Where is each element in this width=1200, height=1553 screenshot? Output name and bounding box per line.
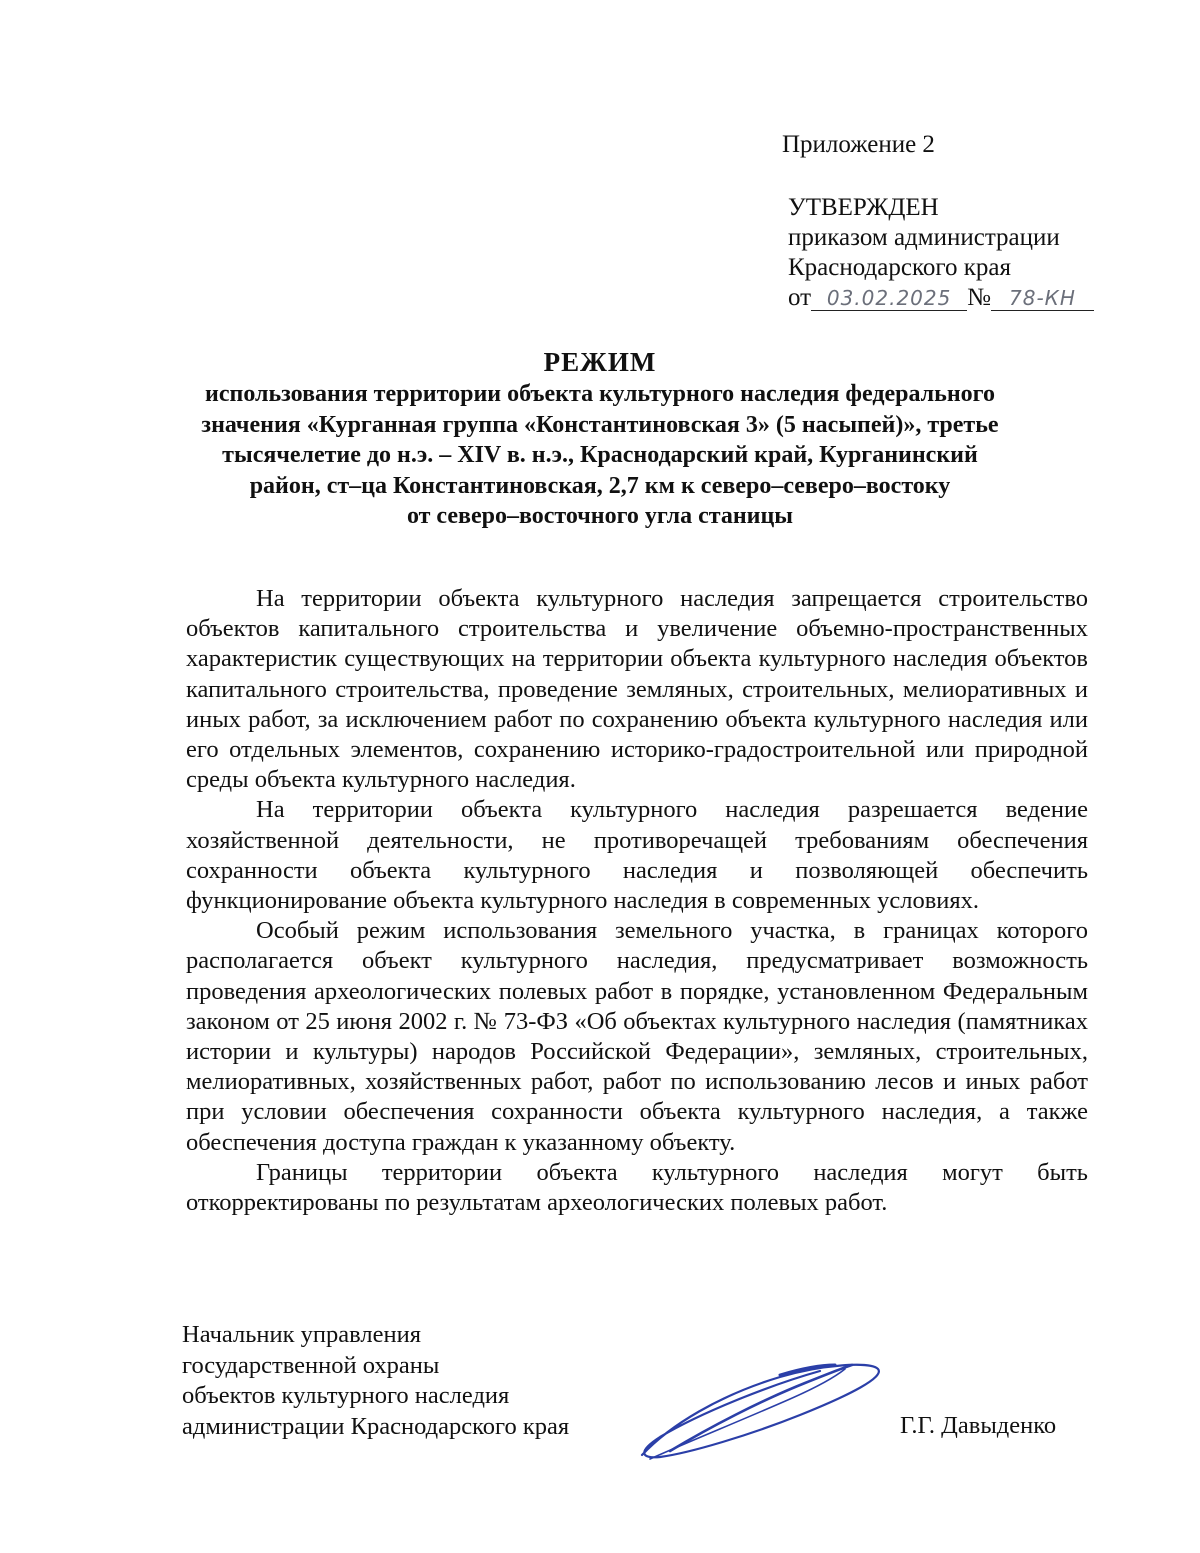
body-paragraph: Особый режим использования земельного участка, в границах которого располагается объект культурного наследия, предусматривает возможность проведения археологических полевых работ в порядке, установленном Федеральным законом от 25 июня 2002 г. № 73-ФЗ «Об объектах культурного наследия (памятниках истории и культуры) народов Российской Федерации», земляных, строительных, мелиоративных, хозяйственных работ, работ по использованию лесов и иных работ при условии обеспечения сохранности объекта культурного наследия, а также обеспечения доступа граждан к указанному объекту. xyxy=(186,917,1088,1156)
title-line: значения «Курганная группа «Константиновская 3» (5 насыпей)», третье xyxy=(201,411,999,438)
order-number: 78-КН xyxy=(991,286,1094,311)
title-line: район, ст–ца Константиновская, 2,7 км к северо–северо–востоку xyxy=(249,472,951,499)
region-label: Краснодарского края xyxy=(788,254,1011,281)
title-main: РЕЖИМ xyxy=(543,347,657,377)
position-line: объектов культурного наследия xyxy=(182,1382,510,1409)
signatory-position xyxy=(182,1320,569,1442)
order-date: 03.02.2025 xyxy=(811,286,967,311)
number-sign: № xyxy=(967,284,991,311)
body-paragraph: На территории объекта культурного наследия запрещается строительство объектов капитального строительства и увеличение объемно-пространственных характеристик существующих на территории объекта культурного наследия объектов капитального строительства, проведение земляных, строительных, мелиоративных и иных работ, за исключением работ по сохранению объекта культурного наследия или его отдельных элементов, сохранению историко-градостроительной или природной среды объекта культурного наследия. xyxy=(186,585,1088,794)
from-label: от xyxy=(788,284,812,311)
position-line: Начальник управления xyxy=(182,1321,421,1348)
title-line: использования территории объекта культурного наследия федерального xyxy=(205,381,995,407)
title-subtitle xyxy=(150,379,1050,532)
approved-label: УТВЕРЖДЕН xyxy=(788,194,939,221)
order-date-number-line xyxy=(788,283,1094,313)
document-body xyxy=(186,584,1088,1218)
signer-name: Г.Г. Давыденко xyxy=(900,1412,1057,1439)
approval-block xyxy=(788,193,1094,313)
body-paragraph: На территории объекта культурного наследия разрешается ведение хозяйственной деятельности, не противоречащей требованиям обеспечения сохранности объекта культурного наследия и позволяющей обеспечить функционирование объекта культурного наследия в современных условиях. xyxy=(186,796,1088,915)
by-order-label: приказом администрации xyxy=(788,224,1060,251)
handwritten-signature xyxy=(630,1355,890,1465)
title-line: от северо–восточного угла станицы xyxy=(406,503,794,529)
title-line: тысячелетие до н.э. – XIV в. н.э., Краснодарский край, Курганинский xyxy=(222,442,978,468)
appendix-label: Приложение 2 xyxy=(782,131,935,158)
body-paragraph: Границы территории объекта культурного наследия могут быть откорректированы по результатам археологических полевых работ. xyxy=(186,1158,1088,1217)
document-title xyxy=(150,345,1050,532)
position-line: администрации Краснодарского края xyxy=(182,1412,570,1440)
position-line: государственной охраны xyxy=(182,1351,440,1379)
